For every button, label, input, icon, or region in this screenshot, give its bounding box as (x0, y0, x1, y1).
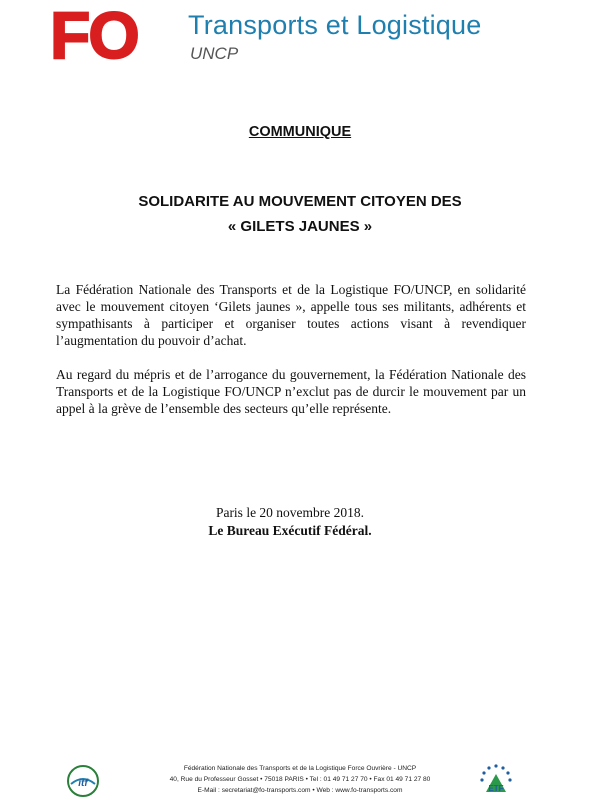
document-title-line1: SOLIDARITE AU MOUVEMENT CITOYEN DES (138, 193, 462, 210)
place-date: Paris le 20 novembre 2018. (215, 505, 365, 520)
svg-text:itf: itf (78, 778, 88, 789)
brand-title: Transports et Logistique (188, 10, 482, 40)
footer-address: 40, Rue du Professeur Gosset • 75018 PARIS • Tel : 01 49 71 27 70 • Fax 01 49 71 27 80 (169, 776, 431, 783)
svg-text:ETF: ETF (488, 784, 504, 793)
paragraph-2: Au regard du mépris et de l’arrogance du gouvernement, la Fédération Nationale des Transports et de la Logistique FO/UNCP n’exclut pas de durcir le mouvement par un appel à la grève de l’ensemble des secteurs qu’elle représente. (56, 367, 526, 416)
itf-logo-icon (66, 764, 100, 798)
paragraph-1: La Fédération Nationale des Transports et de la Logistique FO/UNCP, en solidarité avec le mouvement citoyen ‘Gilets jaunes », appelle tous ses militants, adhérents et sympathisants à participer et organiser toutes actions visant à revendiquer l’augmentation du pouvoir d’achat. (56, 282, 526, 348)
svg-text:FO: FO (50, 2, 138, 66)
fo-logo (44, 2, 184, 66)
signature: Le Bureau Exécutif Fédéral. (208, 523, 372, 538)
footer-organization: Fédération Nationale des Transports et de la Logistique Force Ouvrière - UNCP (183, 765, 417, 772)
document-title-line2: « GILETS JAUNES » (227, 218, 373, 235)
document-label: COMMUNIQUE (248, 124, 352, 140)
footer-contact: E-Mail : secretariat@fo-transports.com • Web : www.fo-transports.com (197, 787, 403, 794)
brand-subtitle: UNCP (190, 44, 239, 63)
etf-logo-icon (476, 762, 516, 800)
